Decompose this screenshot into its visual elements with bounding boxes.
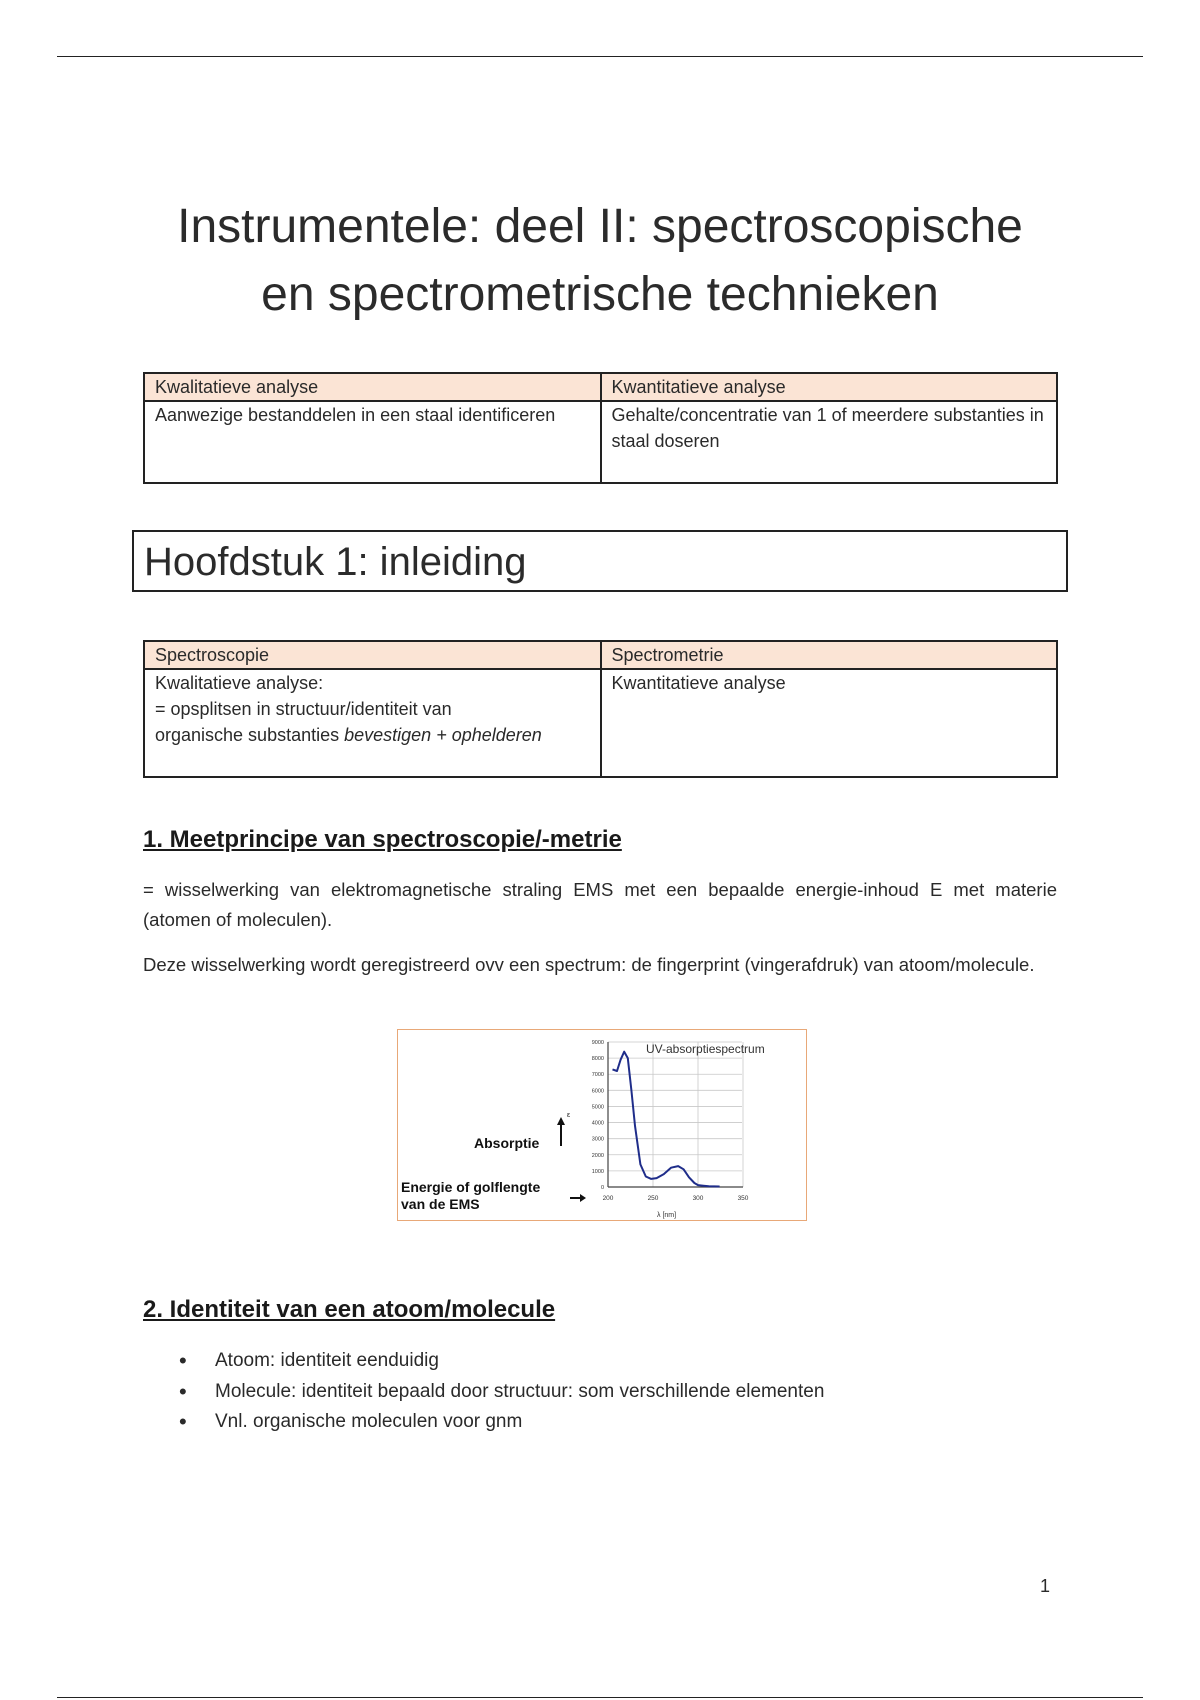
x-tick-label: 350 bbox=[737, 1195, 749, 1202]
spectrum-series-line bbox=[613, 1052, 720, 1187]
chart-title: UV-absorptiespectrum bbox=[646, 1042, 765, 1056]
spectro-cell-line-1: Kwalitatieve analyse: bbox=[155, 673, 324, 693]
bullet-item-organische: • Vnl. organische moleculen voor gnm bbox=[143, 1407, 824, 1438]
spectro-cell-line-2: = opsplitsen in structuur/identiteit van bbox=[155, 699, 452, 719]
uv-spectrum-figure bbox=[397, 1029, 807, 1221]
spectro-cell-spectrometrie: Kwantitatieve analyse bbox=[601, 669, 1058, 777]
x-tick-label: 200 bbox=[602, 1195, 614, 1202]
energy-arrow-head bbox=[580, 1194, 586, 1202]
uv-spectrum-svg bbox=[398, 1030, 808, 1222]
uv-spectrum-plot bbox=[592, 1040, 749, 1202]
energy-label-line-2: van de EMS bbox=[401, 1196, 480, 1212]
y-axis-symbol: ε bbox=[567, 1112, 571, 1119]
spectro-table bbox=[143, 640, 1058, 778]
section-2-bullet-list bbox=[143, 1346, 824, 1438]
spectro-cell-spectroscopie bbox=[144, 669, 601, 777]
y-tick-label: 9000 bbox=[591, 1040, 604, 1046]
analysis-table bbox=[143, 372, 1058, 484]
document-title-line-2: en spectrometrische technieken bbox=[261, 268, 939, 321]
footer-rule bbox=[57, 1697, 1143, 1698]
analysis-cell-quantitative: Gehalte/concentratie van 1 of meerdere substanties in staal doseren bbox=[601, 401, 1058, 483]
absorptie-label: Absorptie bbox=[474, 1135, 540, 1151]
section-1-paragraph-2: Deze wisselwerking wordt geregistreerd ovv een spectrum: de fingerprint (vingerafdruk) van atoom/molecule. bbox=[143, 954, 1035, 975]
document-title bbox=[100, 193, 1100, 329]
x-tick-label: 300 bbox=[692, 1195, 704, 1202]
energy-label-line-1: Energie of golflengte bbox=[401, 1179, 541, 1195]
y-tick-label: 7000 bbox=[591, 1072, 604, 1079]
y-tick-label: 3000 bbox=[591, 1136, 604, 1143]
bullet-item-atoom: • Atoom: identiteit eenduidig bbox=[143, 1346, 824, 1377]
analysis-header-quantitative: Kwantitatieve analyse bbox=[601, 373, 1058, 401]
section-2-heading: 2. Identiteit van een atoom/molecule bbox=[143, 1296, 556, 1323]
bullet-item-molecule: • Molecule: identiteit bepaald door structuur: som verschillende elementen bbox=[143, 1377, 824, 1408]
y-tick-label: 4000 bbox=[591, 1120, 604, 1127]
spectro-cell-line-3-italic: bevestigen + ophelderen bbox=[344, 725, 542, 745]
x-tick-label: 250 bbox=[647, 1195, 659, 1202]
analysis-cell-qualitative: Aanwezige bestanddelen in een staal identificeren bbox=[144, 401, 601, 483]
y-tick-label: 1000 bbox=[591, 1168, 604, 1175]
header-rule bbox=[57, 56, 1143, 57]
y-tick-label: 6000 bbox=[591, 1088, 604, 1095]
spectro-header-spectroscopie: Spectroscopie bbox=[144, 641, 601, 669]
page-number: 1 bbox=[1040, 1576, 1051, 1596]
y-tick-label: 2000 bbox=[591, 1152, 604, 1159]
spectro-header-spectrometrie: Spectrometrie bbox=[601, 641, 1058, 669]
spectro-cell-line-3 bbox=[155, 722, 590, 748]
document-title-line-1: Instrumentele: deel II: spectroscopische bbox=[177, 200, 1023, 253]
y-tick-label: 8000 bbox=[591, 1056, 604, 1063]
absorptie-arrow-head bbox=[557, 1117, 565, 1125]
y-tick-label: 5000 bbox=[591, 1104, 604, 1111]
analysis-header-qualitative: Kwalitatieve analyse bbox=[144, 373, 601, 401]
y-tick-label: 0 bbox=[600, 1185, 604, 1191]
section-1-heading: 1. Meetprincipe van spectroscopie/-metrie bbox=[143, 826, 622, 853]
spectro-cell-line-3-text: organische substanties bbox=[155, 725, 345, 745]
section-1-paragraph-1: = wisselwerking van elektromagnetische straling EMS met een bepaalde energie-inhoud E met materie (atomen of moleculen). bbox=[143, 879, 1057, 930]
x-axis-label: λ [nm] bbox=[657, 1212, 677, 1219]
chapter-heading: Hoofdstuk 1: inleiding bbox=[132, 530, 1068, 592]
